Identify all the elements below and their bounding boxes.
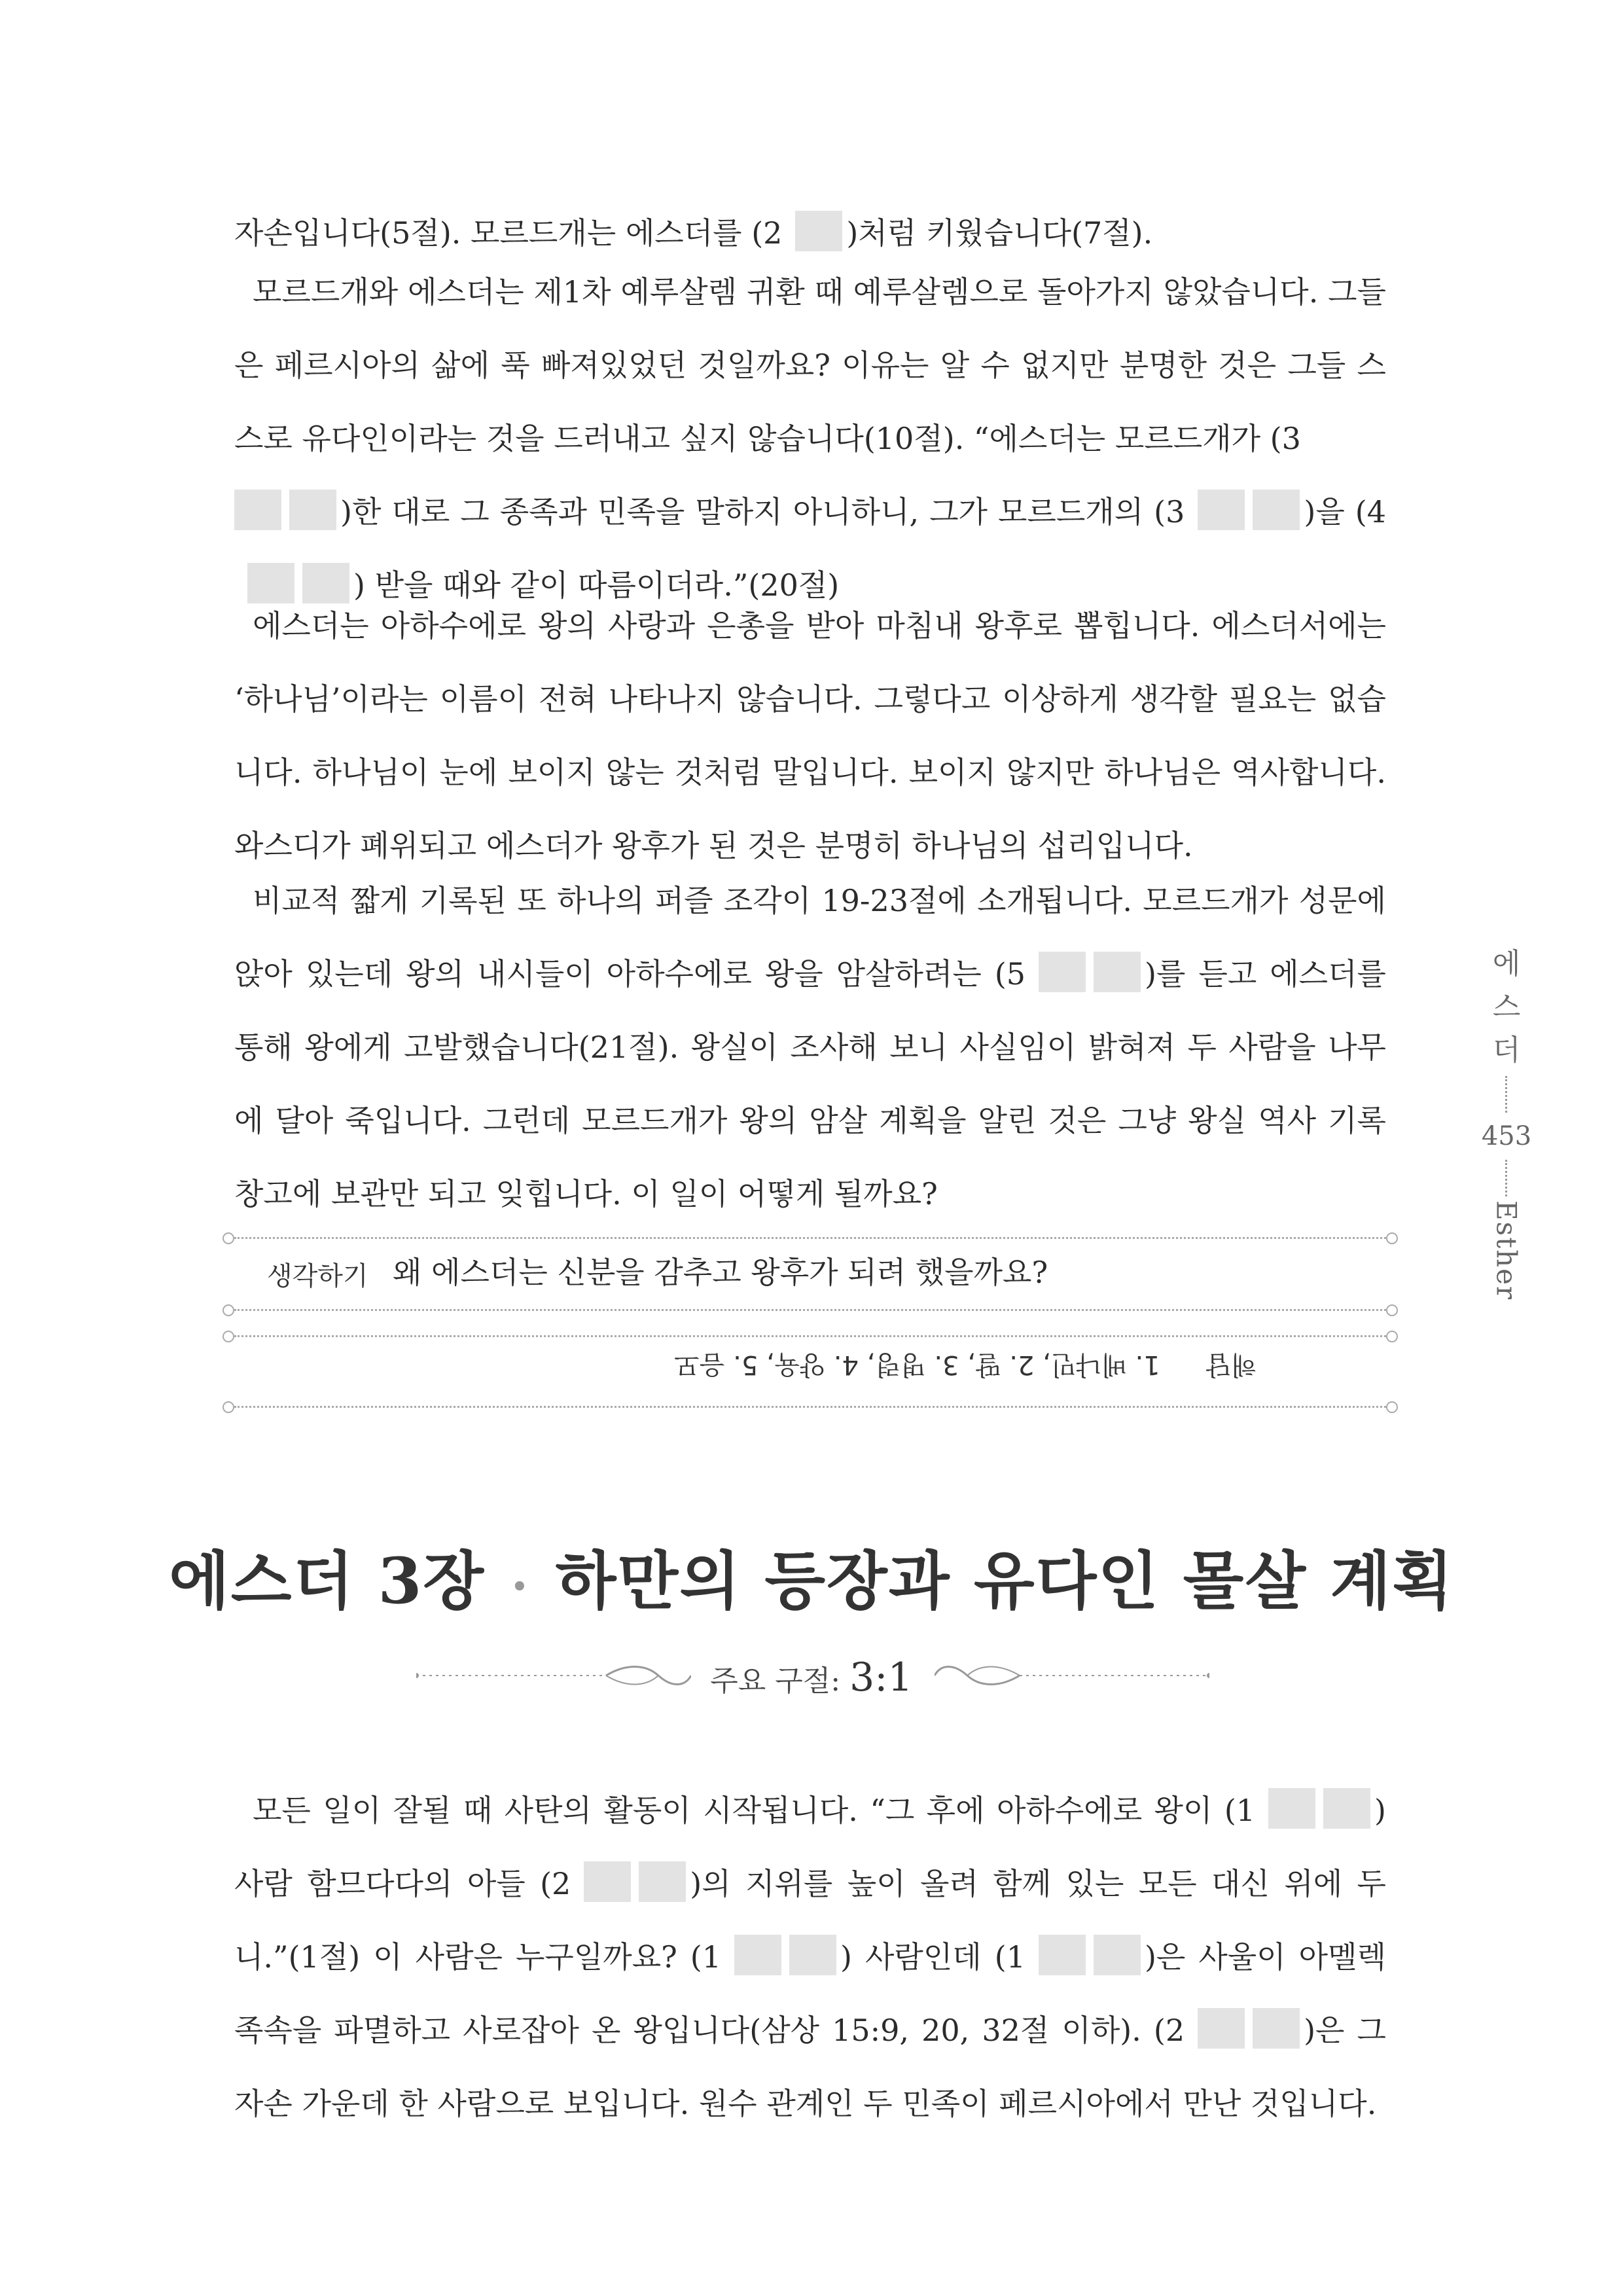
text-run: 비교적 짧게 기록된 또 하나의 퍼즐 조각이 19-23절에 소개됩니다. 모르드개가 성문에 앉아 있는데 왕의 내시들이 아하수에로 왕을 암살하려는 (5 [234,883,1386,992]
answer-text: 1. 베냐민, 2. 딸, 3. 명령, 4. 양육, 5. 음모 [674,1350,1160,1380]
answer-blank [1094,1935,1141,1975]
text-run: ) 받을 때와 같이 따름이더라.”(20절) [353,567,840,603]
answer-blank [234,490,281,530]
text-run: 자손입니다(5절). 모르드개는 에스더를 (2 [234,215,783,251]
answer-rule-top [234,1335,1386,1337]
paragraph-2 [234,255,1386,622]
answer-blank [1198,490,1245,530]
answer-blank [289,490,336,530]
separator-dot: • [511,1571,529,1602]
side-tab [1480,942,1533,1300]
answer-blank [639,1861,686,1902]
key-verse [0,1655,1623,1700]
answer-blank [734,1935,781,1975]
answer-blank [1094,952,1141,992]
key-verse-label: 주요 구절: [710,1664,841,1698]
answer-blank [795,211,842,251]
paragraph-3: 에스더는 아하수에로 왕의 사랑과 은총을 받아 마침내 왕후로 뽑힙니다. 에스더서에는 ‘하나님’이라는 이름이 전혀 나타나지 않습니다. 그렇다고 이상하게 생각할 필요는 없습니다. 하나님이 눈에 보이지 않는 것처럼 말입니다. 보이지 않지만 하나님은 역사합니다. 와스디가 폐위되고 에스더가 왕후가 된 것은 분명히 하나님의 섭리입니다. [234,608,1386,863]
text-run: )은 사울이 아멜렉 족속을 파멸하고 사로잡아 온 왕입니다(삼상 15:9, 20, 32절 이하). (2 [234,1939,1386,2048]
text-run: )을 (4 [1304,494,1386,529]
paragraph-5 [234,1774,1386,2140]
answer-label: 해답 [1205,1350,1257,1380]
answer-blank [1039,952,1086,992]
text-run: )를 듣고 에스더를 통해 왕에게 고발했습니다(21절). 왕실이 조사해 보니 사실임이 밝혀져 두 사람을 나무에 달아 죽입니다. 그런데 모르드개가 왕의 암살 계획을 알린 것은 그냥 왕실 역사 기록 창고에 보관만 되고 잊힙니다. 이 일이 어떻게 될까요? [234,956,1386,1211]
answer-blank [1039,1935,1086,1975]
answer-blank [584,1861,631,1902]
think-rule-bottom [234,1309,1386,1311]
chapter-title: 에스더 3장 [168,1544,486,1618]
answer-blank [1253,2008,1300,2049]
text-run: ) 사람인데 (1 [840,1939,1026,1975]
dotted-divider [1505,1076,1508,1113]
think-question: 왜 에스더는 신분을 감추고 왕후가 되려 했을까요? [393,1255,1048,1290]
ornament-right-icon [935,1661,1209,1690]
text-run: )처럼 키웠습니다(7절). [846,215,1153,251]
answer-blank [1323,1788,1370,1829]
key-verse-ref: 3:1 [849,1655,913,1700]
answer-blank [1268,1788,1315,1829]
answer-blank [1198,2008,1245,2049]
side-char: 에 [1492,947,1521,980]
answer-blank [1253,490,1300,530]
think-rule-top [234,1237,1386,1239]
dotted-divider [1505,1160,1508,1196]
text-run: )의 지위를 높이 올려 함께 있는 모든 대신 위에 두니.”(1절) 이 사람은 누구일까요? (1 [234,1866,1386,1975]
book-name-english: Esther [1490,1200,1523,1301]
text-run: ) 사람 함므다다의 아들 (2 [234,1793,1386,1901]
text-run: 모든 일이 잘될 때 사탄의 활동이 시작됩니다. “그 후에 아하수에로 왕이 (1 [253,1793,1256,1828]
chapter-subtitle: 하만의 등장과 유다인 몰살 계획 [555,1544,1454,1618]
answer-key [674,1348,1257,1386]
text-run: )은 그 자손 가운데 한 사람으로 보입니다. 원수 관계인 두 민족이 페르시아에서 만난 것입니다. [234,2013,1386,2121]
paragraph-4 [234,864,1386,1230]
answer-rule-bottom [234,1406,1386,1408]
page-number: 453 [1481,1121,1532,1151]
side-char: 더 [1492,1033,1521,1067]
chapter-heading [0,1532,1623,1621]
side-char: 스 [1492,990,1521,1024]
answer-blank [789,1935,836,1975]
text-run: 모르드개와 에스더는 제1차 예루살렘 귀환 때 예루살렘으로 돌아가지 않았습니다. 그들은 페르시아의 삶에 푹 빠져있었던 것일까요? 이유는 알 수 없지만 분명한 것은 그들 스스로 유다인이라는 것을 드러내고 싶지 않습니다(10절). “에스더는 모르드개가 (3 [234,274,1386,456]
text-run: )한 대로 그 종족과 민족을 말하지 아니하니, 그가 모르드개의 (3 [340,494,1185,529]
think-label: 생각하기 [267,1261,368,1291]
